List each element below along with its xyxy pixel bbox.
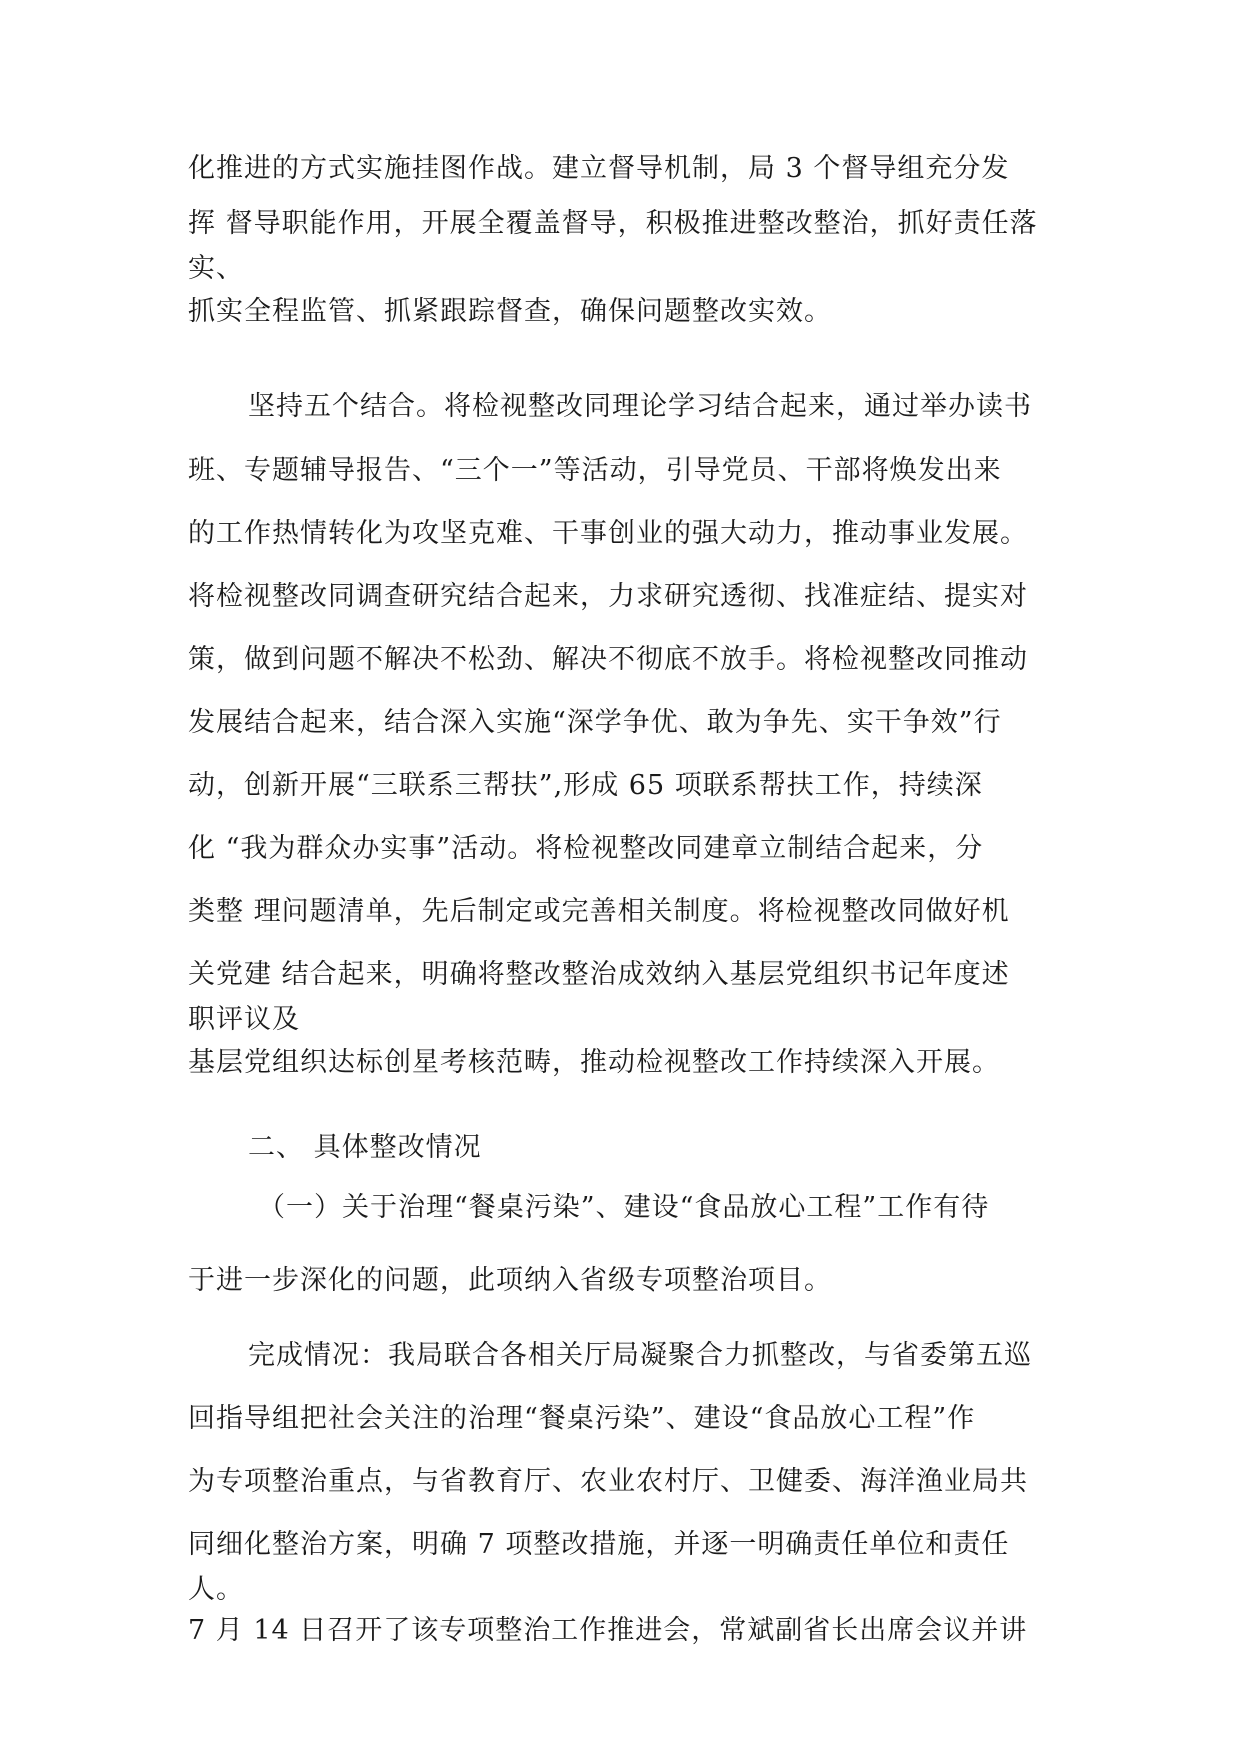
text-line-25: 7 月 14 日召开了该专项整治工作推进会，常斌副省长出席会议并讲: [188, 1615, 1028, 1646]
text-line-16: 基层党组织达标创星考核范畴，推动检视整改工作持续深入开展。: [188, 1047, 1000, 1078]
text-line-19: 于进一步深化的问题，此项纳入省级专项整治项目。: [188, 1265, 832, 1296]
text-line-3: 实、: [188, 253, 244, 284]
text-line-1: 化推进的方式实施挂图作战。建立督导机制，局 3 个督导组充分发: [188, 153, 1010, 184]
section-heading: 二、 具体整改情况: [248, 1132, 482, 1163]
text-line-12: 化 “我为群众办实事”活动。将检视整改同建章立制结合起来，分: [188, 833, 984, 864]
text-line-8: 将检视整改同调查研究结合起来，力求研究透彻、找准症结、提实对: [188, 581, 1028, 612]
paragraph-start-line: 坚持五个结合。将检视整改同理论学习结合起来，通过举办读书: [248, 391, 1032, 422]
text-line-9: 策，做到问题不解决不松劲、解决不彻底不放手。将检视整改同推动: [188, 644, 1028, 675]
text-line-6: 班、专题辅导报告、“三个一”等活动，引导党员、干部将焕发出来: [188, 455, 1002, 486]
text-line-7: 的工作热情转化为攻坚克难、干事创业的强大动力，推动事业发展。: [188, 518, 1028, 549]
text-line-22: 为专项整治重点，与省教育厅、农业农村厅、卫健委、海洋渔业局共: [188, 1466, 1028, 1497]
text-line-2: 挥 督导职能作用，开展全覆盖督导，积极推进整改整治，抓好责任落: [188, 208, 1038, 239]
text-line-11: 动，创新开展“三联系三帮扶”,形成 65 项联系帮扶工作，持续深: [188, 770, 983, 801]
text-line-24: 人。: [188, 1574, 244, 1605]
text-line-4: 抓实全程监管、抓紧跟踪督查，确保问题整改实效。: [188, 296, 832, 327]
subsection-heading: （一）关于治理“餐桌污染”、建设“食品放心工程”工作有待: [258, 1192, 990, 1223]
text-line-14: 关党建 结合起来，明确将整改整治成效纳入基层党组织书记年度述: [188, 959, 1010, 990]
text-line-15: 职评议及: [188, 1004, 300, 1035]
text-line-21: 回指导组把社会关注的治理“餐桌污染”、建设“食品放心工程”作: [188, 1403, 976, 1434]
text-line-10: 发展结合起来，结合深入实施“深学争优、敢为争先、实干争效”行: [188, 707, 1002, 738]
completion-status-line: 完成情况：我局联合各相关厅局凝聚合力抓整改，与省委第五巡: [248, 1340, 1032, 1371]
text-line-13: 类整 理问题清单，先后制定或完善相关制度。将检视整改同做好机: [188, 896, 1010, 927]
text-line-23: 同细化整治方案，明确 7 项整改措施，并逐一明确责任单位和责任: [188, 1529, 1010, 1560]
